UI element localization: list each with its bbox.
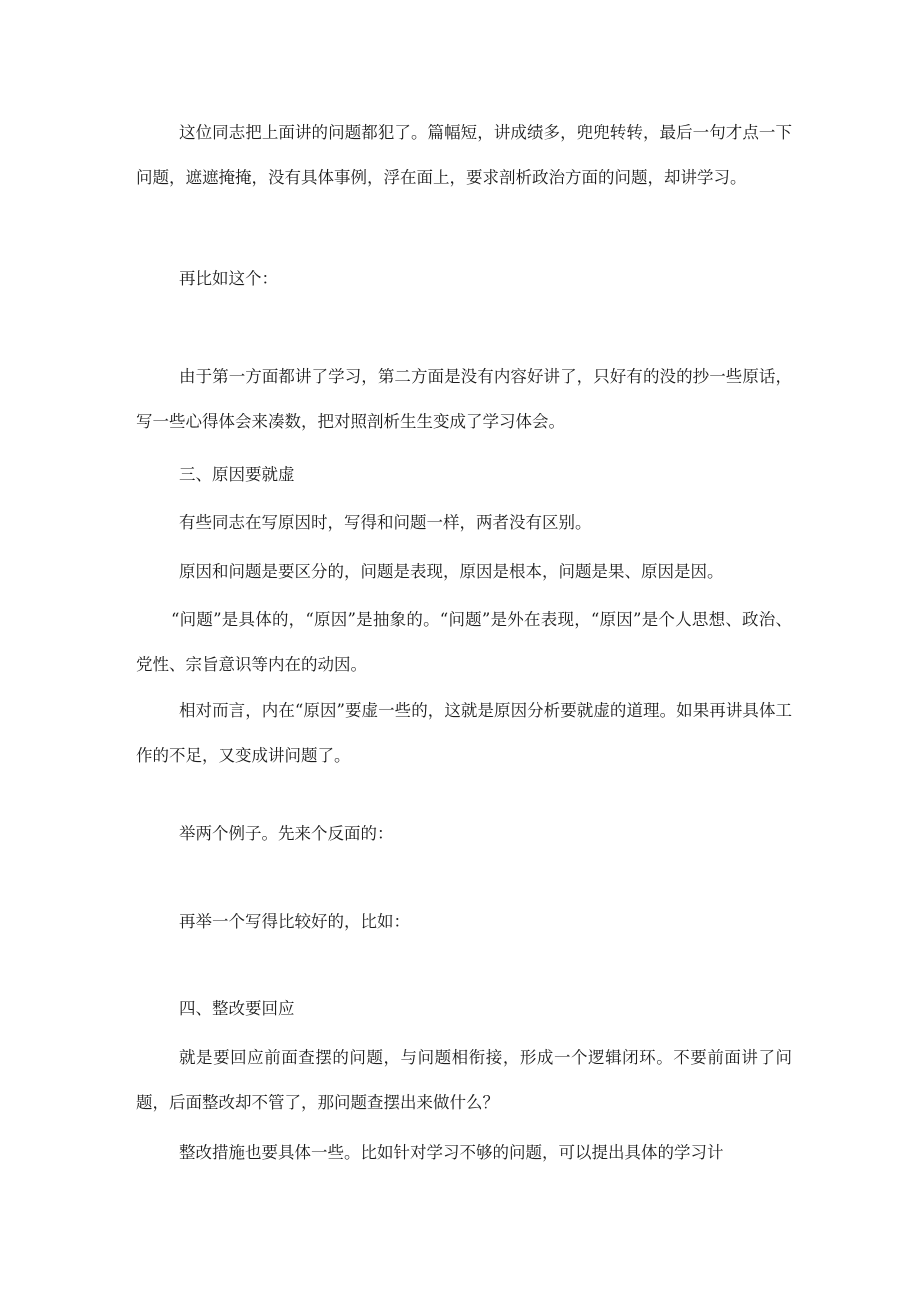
paragraph-2: 再比如这个： (179, 269, 278, 288)
paragraph-10: 就是要回应前面查摆的问题，与问题相衔接，形成一个逻辑闭环。不要前面讲了问题，后面整改却不管了，那问题查摆出来做什么？ (136, 1048, 792, 1112)
paragraph-3: 由于第一方面都讲了学习，第二方面是没有内容好讲了，只好有的没的抄一些原话，写一些心得体会来凑数，把对照剖析生生变成了学习体会。 (136, 367, 792, 431)
paragraph-7: 相对而言，内在“原因”要虚一些的，这就是原因分析要就虚的道理。如果再讲具体工作的不足，又变成讲问题了。 (136, 701, 792, 765)
paragraph-9: 再举一个写得比较好的，比如： (179, 912, 410, 931)
paragraph-11: 整改措施也要具体一些。比如针对学习不够的问题，可以提出具体的学习计 (179, 1143, 724, 1162)
section-heading-3: 三、原因要就虚 (179, 465, 295, 484)
paragraph-8: 举两个例子。先来个反面的： (179, 824, 394, 843)
paragraph-4: 有些同志在写原因时，写得和问题一样，两者没有区别。 (179, 513, 592, 532)
section-heading-4: 四、整改要回应 (179, 999, 295, 1018)
paragraph-5: 原因和问题是要区分的，问题是表现，原因是根本，问题是果、原因是因。 (179, 562, 724, 581)
paragraph-1: 这位同志把上面讲的问题都犯了。篇幅短，讲成绩多，兜兜转转，最后一句才点一下问题，遮遮掩掩，没有具体事例，浮在面上，要求剖析政治方面的问题，却讲学习。 (136, 123, 792, 187)
paragraph-6: “问题”是具体的，“原因”是抽象的。“问题”是外在表现，“原因”是个人思想、政治、党性、宗旨意识等内在的动因。 (136, 610, 792, 674)
